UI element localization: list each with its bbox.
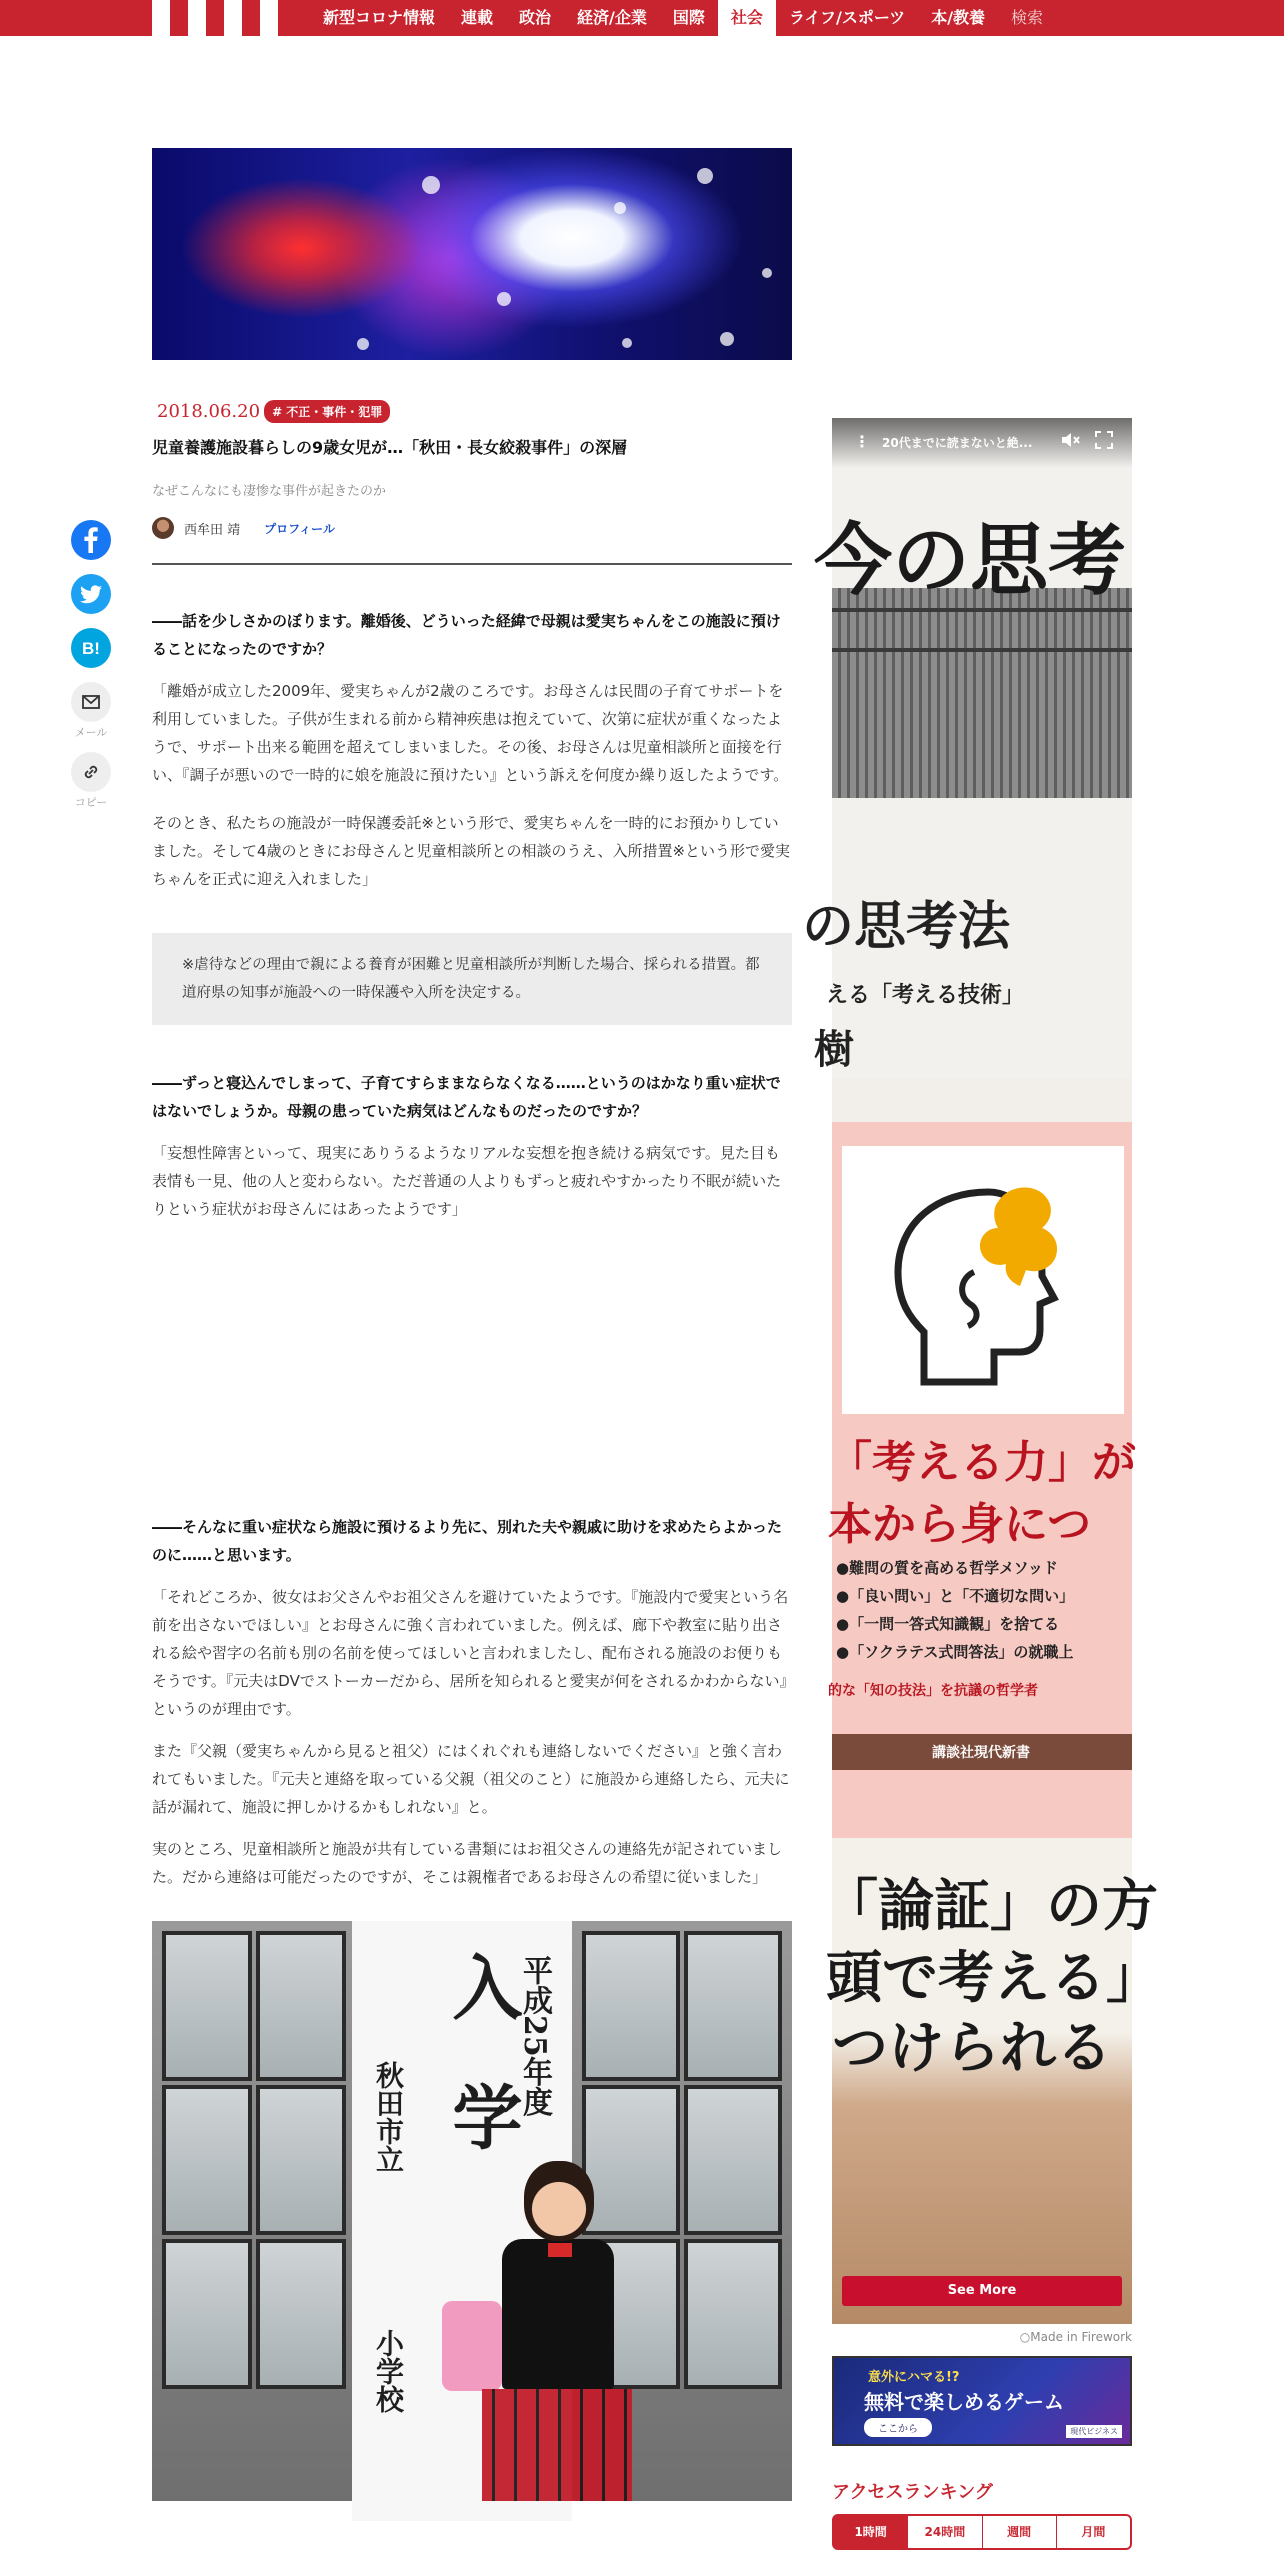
book-catch-2: 本から身につ bbox=[828, 1499, 1092, 1550]
nav-item-society[interactable]: 社会 bbox=[718, 0, 776, 36]
svg-text:B!: B! bbox=[82, 639, 100, 658]
banner-year: 平成25年度 bbox=[517, 1955, 552, 2117]
book-author-fragment: 樹 bbox=[814, 1026, 854, 1073]
book-title-text-1: 今の思考 bbox=[814, 515, 1127, 606]
mail-icon bbox=[71, 682, 111, 722]
author-name[interactable]: 西牟田 靖 bbox=[184, 522, 241, 538]
made-in-text: Made in Firework bbox=[1030, 2330, 1132, 2344]
ad-title: 無料で楽しめるゲーム bbox=[864, 2390, 1064, 2414]
paragraph-1: 「離婚が成立した2009年、愛実ちゃんが2歳のころです。お母さんは民間の子育てサポートを利用していました。子供が生まれる前から精神疾患は抱えていて、次第に症状が重くなったようで、サポート出来る範囲を超えてしまいました。その後、お母さんは児童相談所と面接を行い、『調子が悪いので一時的に娘を施設に預けたい』という訴えを何度か繰り返したようです。 bbox=[152, 682, 789, 784]
school-bag bbox=[442, 2301, 502, 2391]
video-frame-book-cover-pink bbox=[828, 1122, 1136, 1838]
hero-image-police-lights bbox=[152, 148, 792, 360]
mute-icon[interactable] bbox=[1058, 428, 1082, 452]
nav-item-books[interactable]: 本/教養 bbox=[931, 8, 986, 27]
nav-item-life-sports[interactable]: ライフ/スポーツ bbox=[788, 8, 906, 27]
paragraph-2: そのとき、私たちの施設が一時保護委託※という形で、愛実ちゃんを一時的にお預かりしていました。そして4歳のときにお母さんと児童相談所との相談のうえ、入所措置※という形で愛実ちゃんを正式に迎え入れました」 bbox=[152, 814, 791, 888]
book-subtitle: える「考える技術」 bbox=[826, 982, 1025, 1008]
tab-monthly[interactable]: 月間 bbox=[1056, 2516, 1130, 2548]
nav-search-link[interactable]: 検索 bbox=[1011, 8, 1044, 27]
author-row bbox=[152, 517, 792, 539]
video-frame-book-cover-top bbox=[802, 418, 1132, 1078]
nav-list bbox=[310, 0, 1056, 36]
ranking-tabs bbox=[832, 2514, 1132, 2550]
school-entrance-photo bbox=[152, 1921, 792, 2501]
video-title: 20代までに読まないと絶... bbox=[882, 436, 1033, 450]
article-main bbox=[152, 148, 792, 2501]
tab-weekly[interactable]: 週間 bbox=[982, 2516, 1056, 2548]
head-puzzle-icon bbox=[878, 1162, 1078, 1402]
book-title-text-2: の思考法 bbox=[802, 896, 1011, 957]
nav-item-international[interactable]: 国際 bbox=[672, 8, 705, 27]
site-logo[interactable] bbox=[152, 0, 290, 36]
footnote-box: ※虐待などの理由で親による養育が困難と児童相談所が判断した場合、採られる措置。都道府県の知事が施設への一時保護や入所を決定する。 bbox=[152, 933, 792, 1025]
game-advertisement-banner[interactable] bbox=[832, 2356, 1132, 2446]
red-bow bbox=[548, 2243, 572, 2257]
book-catch-3: 「論証」の方 bbox=[822, 1873, 1158, 1939]
article-meta-row bbox=[152, 400, 792, 423]
paragraph-3: 「妄想性障害といって、現実にありうるようなリアルな妄想を抱き続ける病気です。見た目も表情も一見、他の人と変わらない。ただ普通の人よりもずっと疲れやすかったり不眠が続いたりという症状がお母さんにはあったようです」 bbox=[152, 1144, 782, 1218]
book-bullet: ●難問の質を高める哲学メソッド bbox=[836, 1559, 1058, 1577]
paragraph-4: 「それどころか、彼女はお父さんやお祖父さんを避けていたようです。『施設内で愛実という名前を出さないでほしい』とお母さんに強く言われていました。例えば、廊下や教室に貼り出される絵や習字の名前も別の名前を使ってほしいと言われましたし、配布される施設のお便りもそうです。『元夫はDVでストーカーだから、居所を知られると愛実が何をされるかわからない』というのが理由です。 bbox=[152, 1588, 789, 1718]
more-options-icon[interactable]: ⋮ bbox=[854, 432, 870, 451]
interview-question-3: ――そんなに重い症状なら施設に預けるより先に、別れた夫や親戚に助けを求めたらよかったのに……と思います。 bbox=[152, 1518, 783, 1564]
girl-figure bbox=[502, 2239, 614, 2389]
ranking-heading: アクセスランキング bbox=[832, 2482, 993, 2503]
girl-head bbox=[524, 2161, 594, 2241]
see-more-button[interactable]: See More bbox=[842, 2276, 1122, 2306]
video-story-player[interactable] bbox=[802, 418, 1162, 2324]
book-publisher: 講談社現代新書 bbox=[932, 1745, 1030, 1761]
mail-share-button[interactable] bbox=[71, 682, 111, 722]
mail-label: メール bbox=[74, 726, 108, 739]
book-bullet: ●「一問一答式知識観」を捨てる bbox=[836, 1615, 1060, 1633]
copy-link-button[interactable] bbox=[71, 752, 111, 792]
banner-char-2: 学 bbox=[441, 2081, 524, 2151]
fullscreen-icon[interactable] bbox=[1094, 430, 1114, 450]
copy-label: コピー bbox=[74, 796, 108, 809]
twitter-share-button[interactable] bbox=[71, 574, 111, 614]
nav-item-series[interactable]: 連載 bbox=[461, 8, 494, 27]
book-catch-4: 頭で考える」 bbox=[826, 1945, 1162, 2011]
top-navigation-bar bbox=[0, 0, 1284, 36]
book-catch-1: 「考える力」が bbox=[828, 1437, 1136, 1488]
hatena-bookmark-icon bbox=[71, 628, 111, 668]
book-bullet: ●「良い問い」と「不適切な問い」 bbox=[836, 1587, 1075, 1605]
interview-question-1: ――話を少しさかのぼります。離婚後、どういった経緯で母親は愛実ちゃんをこの施設に預けることになったのですか？ bbox=[152, 612, 781, 658]
nav-item-corona[interactable]: 新型コロナ情報 bbox=[323, 8, 436, 27]
paragraph-6: 実のところ、児童相談所と施設が共有している書類にはお祖父さんの連絡先が記されていました。だから連絡は可能だったのですが、そこは親権者であるお母さんの希望に従いました」 bbox=[152, 1840, 783, 1886]
hatena-bookmark-button[interactable] bbox=[71, 628, 111, 668]
banner-school: 小学校 bbox=[372, 2329, 405, 2413]
tab-24-hours[interactable]: 24時間 bbox=[907, 2516, 981, 2548]
social-share-rail bbox=[68, 520, 114, 822]
ad-button[interactable]: ここから bbox=[864, 2418, 932, 2437]
banner-city: 秋田市立 bbox=[372, 2061, 405, 2173]
author-avatar bbox=[152, 517, 174, 539]
article-subtitle: なぜこんなにも凄惨な事件が起きたのか bbox=[152, 484, 387, 499]
tab-1-hour[interactable]: 1時間 bbox=[834, 2516, 907, 2548]
made-in-firework-link[interactable] bbox=[832, 2330, 1132, 2344]
facebook-share-button[interactable] bbox=[71, 520, 111, 560]
book-tagline: 的な「知の技法」を抗議の哲学者 bbox=[828, 1683, 1038, 1699]
link-icon bbox=[71, 752, 111, 792]
twitter-icon bbox=[71, 574, 111, 614]
plaid-skirt bbox=[482, 2389, 632, 2501]
ad-headline: 意外にハマる!? bbox=[868, 2370, 960, 2385]
book-catch-5: つけられる bbox=[832, 2015, 1112, 2081]
right-sidebar bbox=[802, 418, 1162, 2550]
video-top-bar bbox=[832, 418, 1132, 468]
divider bbox=[152, 563, 792, 565]
paragraph-5: また『父親（愛実ちゃんから見ると祖父）にはくれぐれも連絡しないでください』と強く言われてもいました。『元夫と連絡を取っている父親（祖父のこと）に施設から連絡したら、元夫に話が漏れて、施設に押しかけるかもしれない』と。 bbox=[152, 1742, 790, 1816]
book-bullet-list bbox=[836, 1554, 1132, 1666]
article-title: 児童養護施設暮らしの9歳女児が…「秋田・長女絞殺事件」の深層 bbox=[152, 438, 628, 457]
banner-char-1: 入 bbox=[441, 1951, 524, 2021]
ad-brand: 現代ビジネス bbox=[1066, 2425, 1122, 2438]
category-tag[interactable]: # 不正・事件・犯罪 bbox=[264, 400, 390, 423]
nav-item-politics[interactable]: 政治 bbox=[519, 8, 552, 27]
publish-date: 2018.06.20 bbox=[157, 401, 261, 422]
facebook-icon bbox=[71, 520, 111, 560]
nav-item-economy[interactable]: 経済/企業 bbox=[577, 8, 647, 27]
video-frame-book-cover-bottom bbox=[822, 1838, 1162, 2324]
interview-question-2: ――ずっと寝込んでしまって、子育てすらままならなくなる……というのはかなり重い症状ではないでしょうか。母親の患っていた病気はどんなものだったのですか？ bbox=[152, 1074, 781, 1120]
profile-link[interactable]: プロフィール bbox=[264, 521, 335, 536]
firework-icon: ○ bbox=[1019, 2330, 1031, 2344]
book-bullet: ●「ソクラテス式問答法」の就職上 bbox=[836, 1643, 1074, 1661]
